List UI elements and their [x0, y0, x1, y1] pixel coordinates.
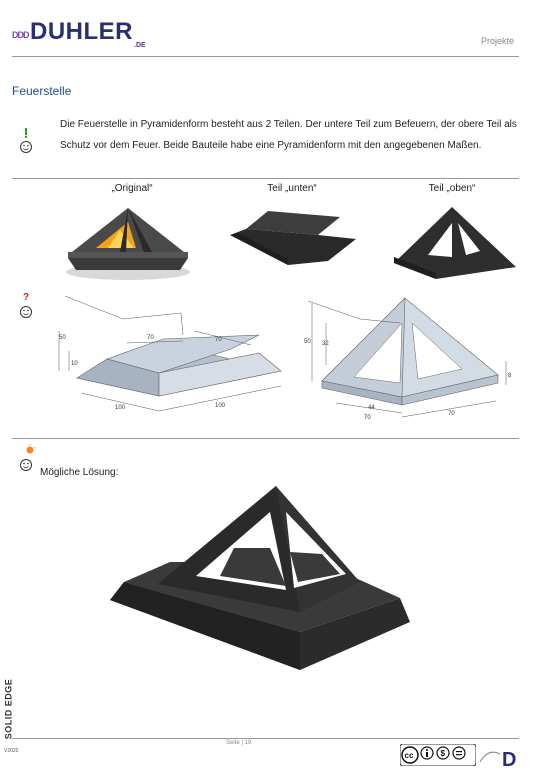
- dim-label: 44: [368, 405, 375, 411]
- label-original: „Original“: [111, 183, 153, 194]
- logo-prefix: DDD: [12, 30, 29, 40]
- page-number: Seite | 19: [226, 740, 252, 746]
- duhler-brand-icon: [478, 744, 520, 768]
- smiley-lightbulb-icon: [18, 444, 36, 474]
- svg-text:?: ?: [23, 292, 30, 303]
- svg-text:cc: cc: [404, 751, 414, 760]
- dim-label: 100: [115, 405, 126, 411]
- smiley-question-icon: [18, 292, 34, 320]
- dim-label: 70: [364, 415, 371, 421]
- site-logo: [12, 18, 146, 49]
- divider-1: [12, 178, 519, 179]
- side-brand: SOLID EDGE: [3, 678, 14, 740]
- logo-main: DUHLER: [30, 18, 133, 45]
- dim-label: 100: [215, 403, 226, 409]
- drawing-top-part: [300, 293, 520, 428]
- label-oben: Teil „oben“: [428, 183, 476, 194]
- dim-label: 10: [71, 361, 78, 367]
- svg-text:$: $: [440, 749, 445, 758]
- dim-label: 50: [59, 335, 66, 341]
- dim-label: 70: [215, 337, 222, 343]
- logo-suffix: .DE: [134, 42, 146, 49]
- smiley-exclamation-icon: [18, 128, 34, 154]
- divider-2: [12, 438, 519, 439]
- solution-image: [110, 482, 420, 672]
- side-sub: V2020: [4, 748, 19, 754]
- header-divider: [12, 56, 519, 57]
- dim-label: 32: [322, 341, 329, 347]
- drawing-bottom-part: [55, 293, 285, 423]
- svg-text:D: D: [502, 749, 517, 768]
- dim-label: 8: [508, 373, 512, 379]
- intro-text: Die Feuerstelle in Pyramidenform besteht aus 2 Teilen. Der untere Teil zum Befeuern, der obere Teil als Schutz vor dem Feuer. Beide Bauteile habe eine Pyramidenform mit den angegebenen Maßen.: [60, 119, 517, 151]
- footer-divider: [12, 738, 519, 739]
- dim-label: 50: [304, 339, 311, 345]
- page-title: Feuerstelle: [12, 84, 72, 98]
- dim-label: 70: [147, 335, 154, 341]
- solution-label: Mögliche Lösung:: [40, 467, 119, 478]
- label-unten: Teil „unten“: [267, 183, 317, 194]
- original-fireplace-image: [60, 200, 195, 285]
- part-bottom-image: [228, 205, 358, 267]
- header-section: Projekte: [480, 36, 514, 46]
- part-top-image: [390, 205, 520, 280]
- dim-label: 70: [448, 411, 455, 417]
- creative-commons-license-icon: [400, 744, 476, 766]
